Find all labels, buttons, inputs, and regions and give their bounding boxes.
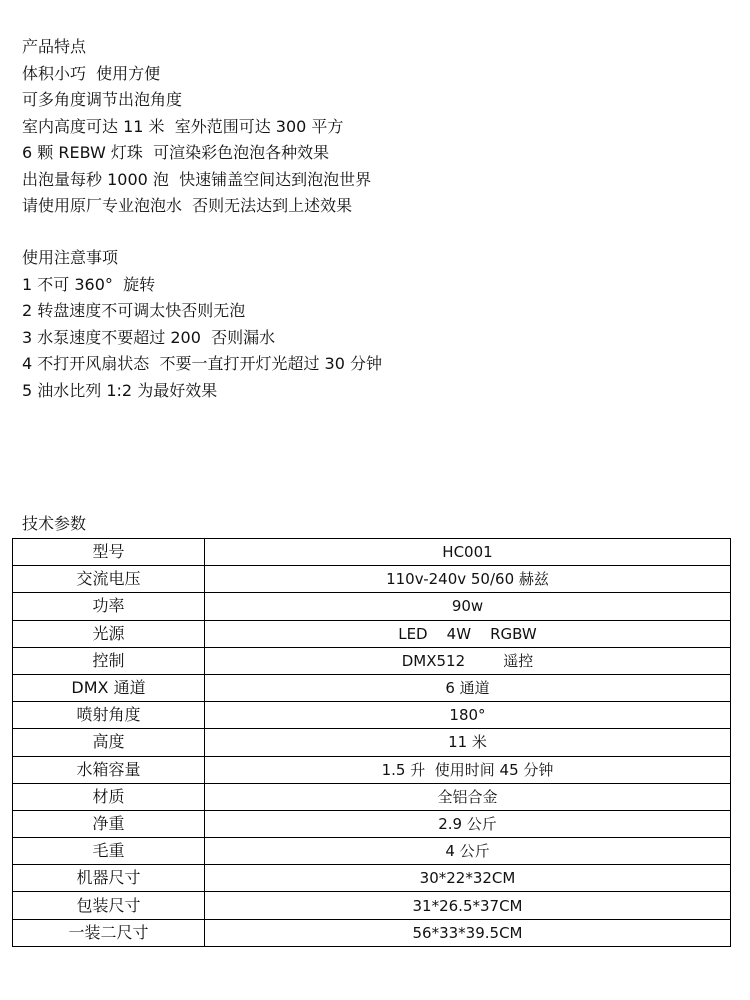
spec-value: 11 米 [205, 729, 731, 756]
feature-item: 可多角度调节出泡角度 [22, 90, 183, 109]
spec-label: 喷射角度 [13, 702, 205, 729]
note-item: 5 油水比列 1:2 为最好效果 [22, 380, 218, 400]
notes-heading: 使用注意事项 [22, 248, 119, 267]
table-row [13, 674, 731, 701]
spec-label: 控制 [13, 647, 205, 674]
table-row [13, 838, 731, 865]
spec-label: 功率 [13, 593, 205, 620]
features-heading: 产品特点 [22, 37, 87, 56]
note-item: 4 不打开风扇状态 不要一直打开灯光超过 30 分钟 [22, 354, 382, 373]
product-features-section [22, 34, 371, 220]
spec-value: 30*22*32CM [205, 865, 731, 892]
table-row [13, 620, 731, 647]
specs-table [12, 538, 731, 947]
spec-value: 1.5 升 使用时间 45 分钟 [205, 756, 731, 783]
spec-value: DMX512 遥控 [205, 647, 731, 674]
specs-heading: 技术参数 [22, 514, 87, 533]
spec-value: 31*26.5*37CM [205, 892, 731, 919]
table-row [13, 756, 731, 783]
usage-notes-section [22, 245, 382, 404]
spec-value: 2.9 公斤 [205, 810, 731, 837]
table-row [13, 919, 731, 946]
table-row [13, 865, 731, 892]
feature-item: 体积小巧 使用方便 [22, 63, 161, 83]
feature-item: 出泡量每秒 1000 泡 快速铺盖空间达到泡泡世界 [22, 169, 372, 189]
spec-label: 净重 [13, 810, 205, 837]
spec-value: 90w [205, 593, 731, 620]
spec-label: 交流电压 [13, 566, 205, 593]
spec-label: 光源 [13, 620, 205, 647]
feature-item: 请使用原厂专业泡泡水 否则无法达到上述效果 [22, 196, 353, 215]
spec-value: HC001 [205, 539, 731, 566]
spec-value: 6 通道 [205, 674, 731, 701]
table-row [13, 783, 731, 810]
note-item: 1 不可 360° 旋转 [22, 274, 156, 294]
note-item: 3 水泵速度不要超过 200 否则漏水 [22, 327, 276, 347]
table-row [13, 566, 731, 593]
table-row [13, 729, 731, 756]
feature-item: 室内高度可达 11 米 室外范围可达 300 平方 [22, 116, 344, 136]
spec-value: 4 公斤 [205, 838, 731, 865]
spec-label: 材质 [13, 783, 205, 810]
table-row [13, 647, 731, 674]
table-row [13, 702, 731, 729]
spec-label: DMX 通道 [13, 674, 205, 701]
note-item: 2 转盘速度不可调太快否则无泡 [22, 301, 246, 320]
spec-label: 高度 [13, 729, 205, 756]
table-row [13, 892, 731, 919]
spec-label: 机器尺寸 [13, 865, 205, 892]
spec-value: 全铝合金 [205, 783, 731, 810]
spec-value: 56*33*39.5CM [205, 919, 731, 946]
spec-value: 110v-240v 50/60 赫兹 [205, 566, 731, 593]
table-row [13, 539, 731, 566]
spec-label: 水箱容量 [13, 756, 205, 783]
spec-value: LED 4W RGBW [205, 620, 731, 647]
spec-label: 包装尺寸 [13, 892, 205, 919]
spec-label: 型号 [13, 539, 205, 566]
table-row [13, 810, 731, 837]
feature-item: 6 颗 REBW 灯珠 可渲染彩色泡泡各种效果 [22, 143, 330, 162]
spec-value: 180° [205, 702, 731, 729]
spec-label: 毛重 [13, 838, 205, 865]
table-row [13, 593, 731, 620]
spec-label: 一装二尺寸 [13, 919, 205, 946]
